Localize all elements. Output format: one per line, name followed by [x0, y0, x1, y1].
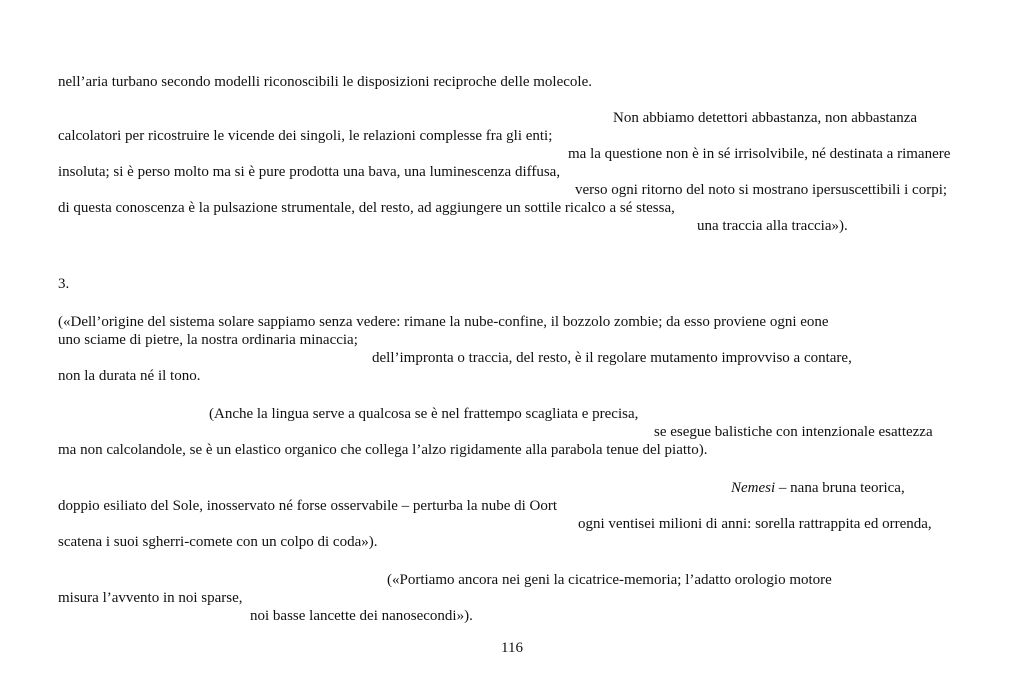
- text-line: ma la questione non è in sé irrisolvibile, né destinata a rimanere: [568, 146, 951, 162]
- text-line: ma non calcolandole, se è un elastico organico che collega l’alzo rigidamente alla parabola tenue del piatto).: [58, 442, 708, 458]
- text-line: non la durata né il tono.: [58, 368, 201, 384]
- text-line: dell’impronta o traccia, del resto, è il regolare mutamento improvviso a contare,: [372, 350, 852, 366]
- text-line-nemesi: [731, 479, 905, 497]
- text-line: di questa conoscenza è la pulsazione strumentale, del resto, ad aggiungere un sottile ricalco a sé stessa,: [58, 200, 675, 216]
- text-line: Non abbiamo detettori abbastanza, non abbastanza: [613, 110, 918, 126]
- text-line: misura l’avvento in noi sparse,: [58, 590, 243, 606]
- text-line: uno sciame di pietre, la nostra ordinaria minaccia;: [58, 332, 358, 348]
- text-line: (Anche la lingua serve a qualcosa se è nel frattempo scagliata e precisa,: [209, 406, 639, 422]
- text-line: insoluta; si è perso molto ma si è pure prodotta una bava, una luminescenza diffusa,: [58, 164, 561, 180]
- text-line: («Dell’origine del sistema solare sappiamo senza vedere: rimane la nube-confine, il bozzolo zombie; da esso proviene ogni eone: [58, 314, 829, 330]
- text-line: nell’aria turbano secondo modelli riconoscibili le disposizioni reciproche delle molecole.: [58, 74, 592, 90]
- text-line: se esegue balistiche con intenzionale esattezza: [654, 424, 933, 440]
- text-line: verso ogni ritorno del noto si mostrano ipersuscettibili i corpi;: [575, 182, 948, 198]
- page-number: 116: [501, 640, 523, 656]
- text-line: calcolatori per ricostruire le vicende dei singoli, le relazioni complesse fra gli enti;: [58, 128, 553, 144]
- text-line: noi basse lancette dei nanosecondi»).: [250, 608, 473, 624]
- text-line: una traccia alla traccia»).: [697, 218, 848, 234]
- text-line: doppio esiliato del Sole, inosservato né forse osservabile – perturba la nube di Oort: [58, 498, 558, 514]
- text-line: ogni ventisei milioni di anni: sorella rattrappita ed orrenda,: [578, 516, 932, 532]
- italic-word: Nemesi: [731, 480, 776, 496]
- section-number: 3.: [58, 276, 70, 292]
- text-line: scatena i suoi sgherri-comete con un colpo di coda»).: [58, 534, 378, 550]
- text-span: – nana bruna teorica,: [775, 480, 905, 496]
- text-line: («Portiamo ancora nei geni la cicatrice-memoria; l’adatto orologio motore: [387, 572, 832, 588]
